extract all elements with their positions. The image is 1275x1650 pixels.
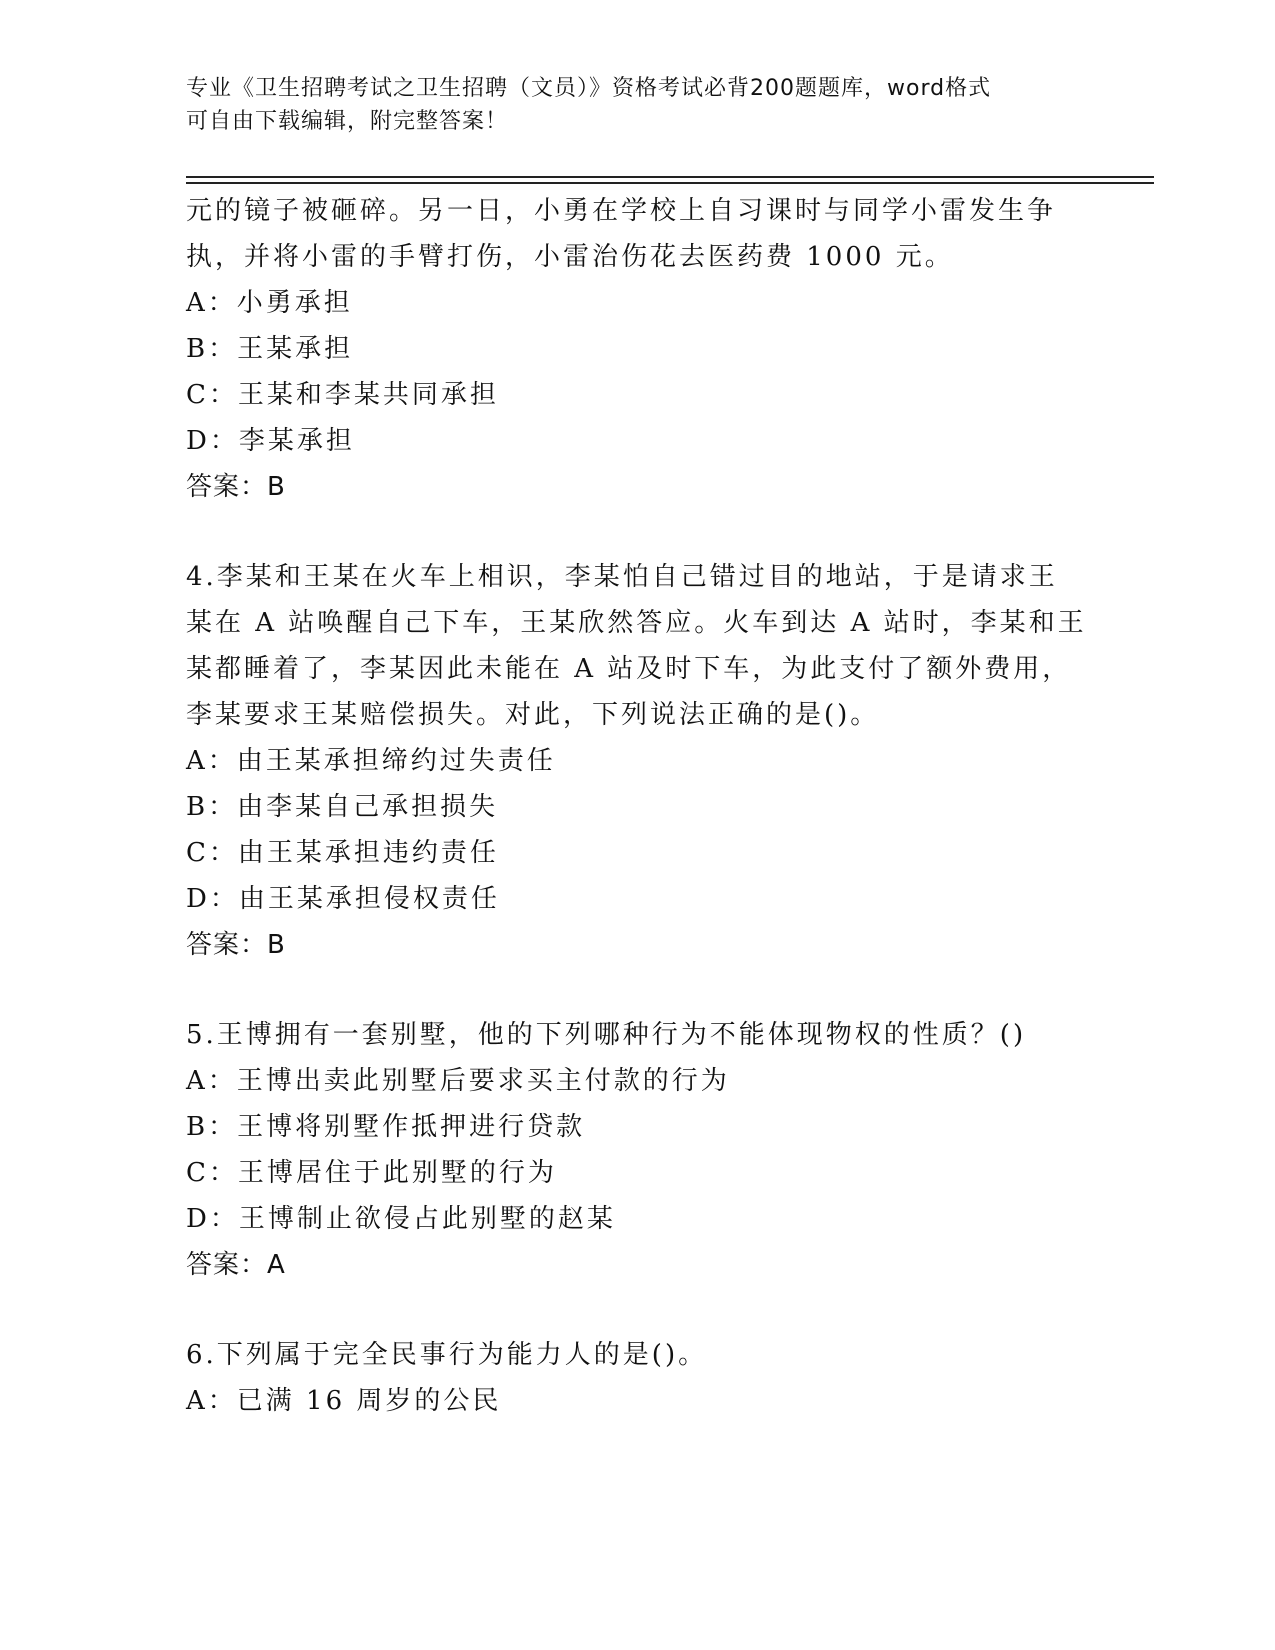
header-line-1: 专业《卫生招聘考试之卫生招聘（文员）》资格考试必背200题题库，word格式 (186, 76, 992, 101)
question-text-line: 执，并将小雷的手臂打伤，小雷治伤花去医药费 1000 元。 (186, 242, 954, 272)
question-4 (186, 554, 1087, 968)
option-d: D：李某承担 (186, 426, 355, 456)
header-divider-top (186, 176, 1154, 178)
option-c: C：王某和李某共同承担 (186, 380, 499, 410)
option-a: A：已满 16 周岁的公民 (186, 1386, 502, 1416)
question-text-line: 5.王博拥有一套别墅，他的下列哪种行为不能体现物权的性质？() (186, 1020, 1027, 1050)
option-d: D：由王某承担侵权责任 (186, 884, 500, 914)
question-text-line: 4.李某和王某在火车上相识，李某怕自己错过目的地站，于是请求王 (186, 562, 1058, 592)
option-a: A：王博出卖此别墅后要求买主付款的行为 (186, 1066, 730, 1096)
option-c: C：由王某承担违约责任 (186, 838, 499, 868)
question-text-line: 某都睡着了，李某因此未能在 A 站及时下车，为此支付了额外费用， (186, 654, 1072, 684)
option-b: B：王博将别墅作抵押进行贷款 (186, 1112, 586, 1142)
question-spacer (186, 510, 1066, 554)
question-text-line: 元的镜子被砸碎。另一日，小勇在学校上自习课时与同学小雷发生争 (186, 196, 1057, 226)
document-header (186, 72, 1066, 138)
question-spacer (186, 968, 1066, 1012)
header-divider-bottom (186, 182, 1154, 184)
option-c: C：王博居住于此别墅的行为 (186, 1158, 557, 1188)
header-line-2: 可自由下载编辑，附完整答案！ (186, 109, 509, 134)
option-b: B：由李某自己承担损失 (186, 792, 499, 822)
question-text-line: 6.下列属于完全民事行为能力人的是()。 (186, 1340, 708, 1370)
answer-label: 答案：A (186, 1250, 286, 1280)
option-a: A：小勇承担 (186, 288, 353, 318)
question-text-line: 某在 A 站唤醒自己下车，王某欣然答应。火车到达 A 站时，李某和王 (186, 608, 1087, 638)
option-b: B：王某承担 (186, 334, 354, 364)
question-list (186, 188, 1087, 1424)
question-3 (186, 188, 1066, 510)
option-a: A：由王某承担缔约过失责任 (186, 746, 556, 776)
question-6 (186, 1332, 1066, 1424)
option-d: D：王博制止欲侵占此别墅的赵某 (186, 1204, 616, 1234)
answer-label: 答案：B (186, 472, 286, 502)
question-spacer (186, 1288, 1066, 1332)
question-5 (186, 1012, 1066, 1288)
question-text-line: 李某要求王某赔偿损失。对此，下列说法正确的是()。 (186, 700, 880, 730)
answer-label: 答案：B (186, 930, 286, 960)
